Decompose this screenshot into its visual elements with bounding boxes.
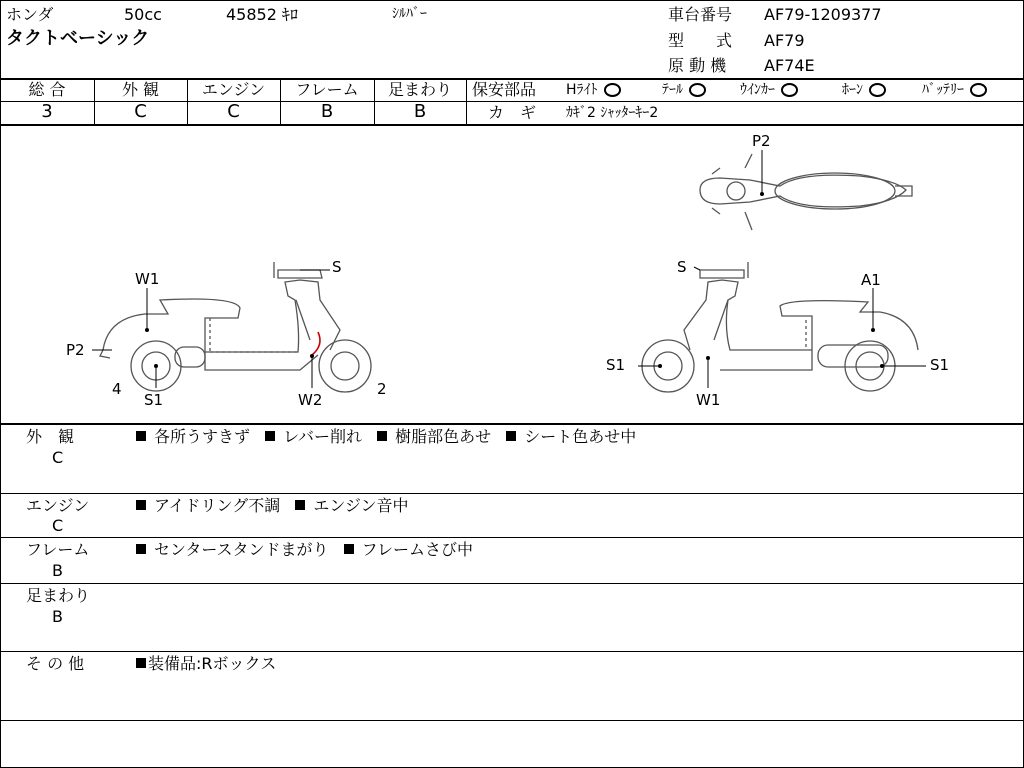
label-4-left: 4	[112, 380, 122, 398]
label-p2-left: P2	[66, 341, 85, 359]
label-s-right: S	[677, 258, 687, 276]
note-label-frame: フレーム	[26, 540, 90, 559]
note-item: エンジン音中	[313, 496, 409, 515]
type-label: 型 式	[668, 31, 733, 50]
type-value: AF79	[764, 31, 805, 50]
label-w1-left: W1	[135, 270, 160, 288]
label-s-left: S	[332, 258, 342, 276]
color: ｼﾙﾊﾞｰ	[392, 6, 427, 22]
note-label-exterior: 外 観	[26, 427, 75, 446]
safety-item-horn: ﾎｰﾝ	[842, 81, 886, 99]
bullet-square-icon	[136, 658, 146, 668]
grade-label-suspension: 足まわり	[387, 80, 452, 99]
divider	[0, 537, 1024, 538]
note-items-exterior	[136, 428, 636, 446]
divider	[0, 493, 1024, 494]
safety-item-headlight: Hﾗｲﾄ	[566, 81, 621, 99]
note-items-other	[136, 655, 276, 673]
key-label: カ ギ	[488, 103, 537, 122]
divider	[0, 720, 1024, 721]
safety-item-winker: ｳｲﾝｶｰ	[740, 81, 798, 99]
bullet-square-icon	[506, 431, 516, 441]
mileage: 45852 ｷﾛ	[226, 5, 298, 24]
divider	[0, 651, 1024, 652]
divider	[0, 583, 1024, 584]
bullet-square-icon	[344, 544, 354, 554]
note-items-frame	[136, 541, 473, 559]
note-label-other: そ の 他	[26, 654, 85, 673]
bullet-square-icon	[295, 500, 305, 510]
label-p2-top: P2	[752, 132, 771, 150]
label-s1-right-rear: S1	[930, 356, 950, 374]
grade-label-exterior: 外 観	[121, 80, 160, 99]
note-grade-exterior: C	[52, 448, 64, 467]
chassis-value: AF79-1209377	[764, 5, 882, 24]
bullet-square-icon	[377, 431, 387, 441]
grade-value-exterior: C	[134, 101, 147, 122]
bullet-square-icon	[136, 544, 146, 554]
key-value: ｶｷﾞ2 ｼｬｯﾀｰｷｰ2	[566, 105, 659, 121]
label-s1-right-front: S1	[606, 356, 626, 374]
grade-value-suspension: B	[413, 101, 427, 122]
model-name: タクトベーシック	[6, 28, 150, 49]
note-item: レバー削れ	[283, 427, 362, 446]
note-grade-suspension: B	[52, 607, 63, 626]
safety-label: 保安部品	[472, 80, 537, 99]
note-item: 各所うすきず	[154, 427, 251, 446]
note-item: 樹脂部色あせ	[395, 427, 492, 446]
note-label-engine: エンジン	[26, 496, 90, 515]
label-w1-right: W1	[696, 391, 721, 409]
engine-label: 原 動 機	[668, 56, 727, 75]
label-w2-left: W2	[298, 391, 323, 409]
safety-item-battery: ﾊﾞｯﾃﾘｰ	[922, 81, 987, 99]
note-grade-frame: B	[52, 561, 63, 580]
note-item: 装備品:Rボックス	[148, 654, 277, 673]
note-label-suspension: 足まわり	[26, 586, 91, 605]
label-s1-left: S1	[144, 391, 164, 409]
maker: ホンダ	[6, 5, 54, 24]
divider	[0, 423, 1024, 425]
bullet-square-icon	[136, 431, 146, 441]
note-items-engine	[136, 497, 409, 515]
note-grade-engine: C	[52, 516, 64, 535]
grade-value-frame: B	[320, 101, 334, 122]
safety-item-tail: ﾃｰﾙ	[662, 81, 706, 99]
note-item: センタースタンドまがり	[154, 540, 329, 559]
chassis-label: 車台番号	[668, 5, 733, 24]
grade-value-overall: 3	[41, 101, 53, 122]
bullet-square-icon	[136, 500, 146, 510]
note-item: シート色あせ中	[524, 427, 637, 446]
note-item: アイドリング不調	[154, 496, 281, 515]
displacement: 50cc	[124, 5, 162, 24]
grade-label-frame: フレーム	[295, 80, 359, 99]
grade-label-engine: エンジン	[201, 80, 266, 99]
label-2-left: 2	[377, 380, 387, 398]
bullet-square-icon	[265, 431, 275, 441]
grade-value-engine: C	[227, 101, 240, 122]
engine-value: AF74E	[764, 56, 815, 75]
note-item: フレームさび中	[361, 540, 474, 559]
grade-label-overall: 総 合	[28, 80, 66, 99]
label-a1-right: A1	[861, 271, 881, 289]
